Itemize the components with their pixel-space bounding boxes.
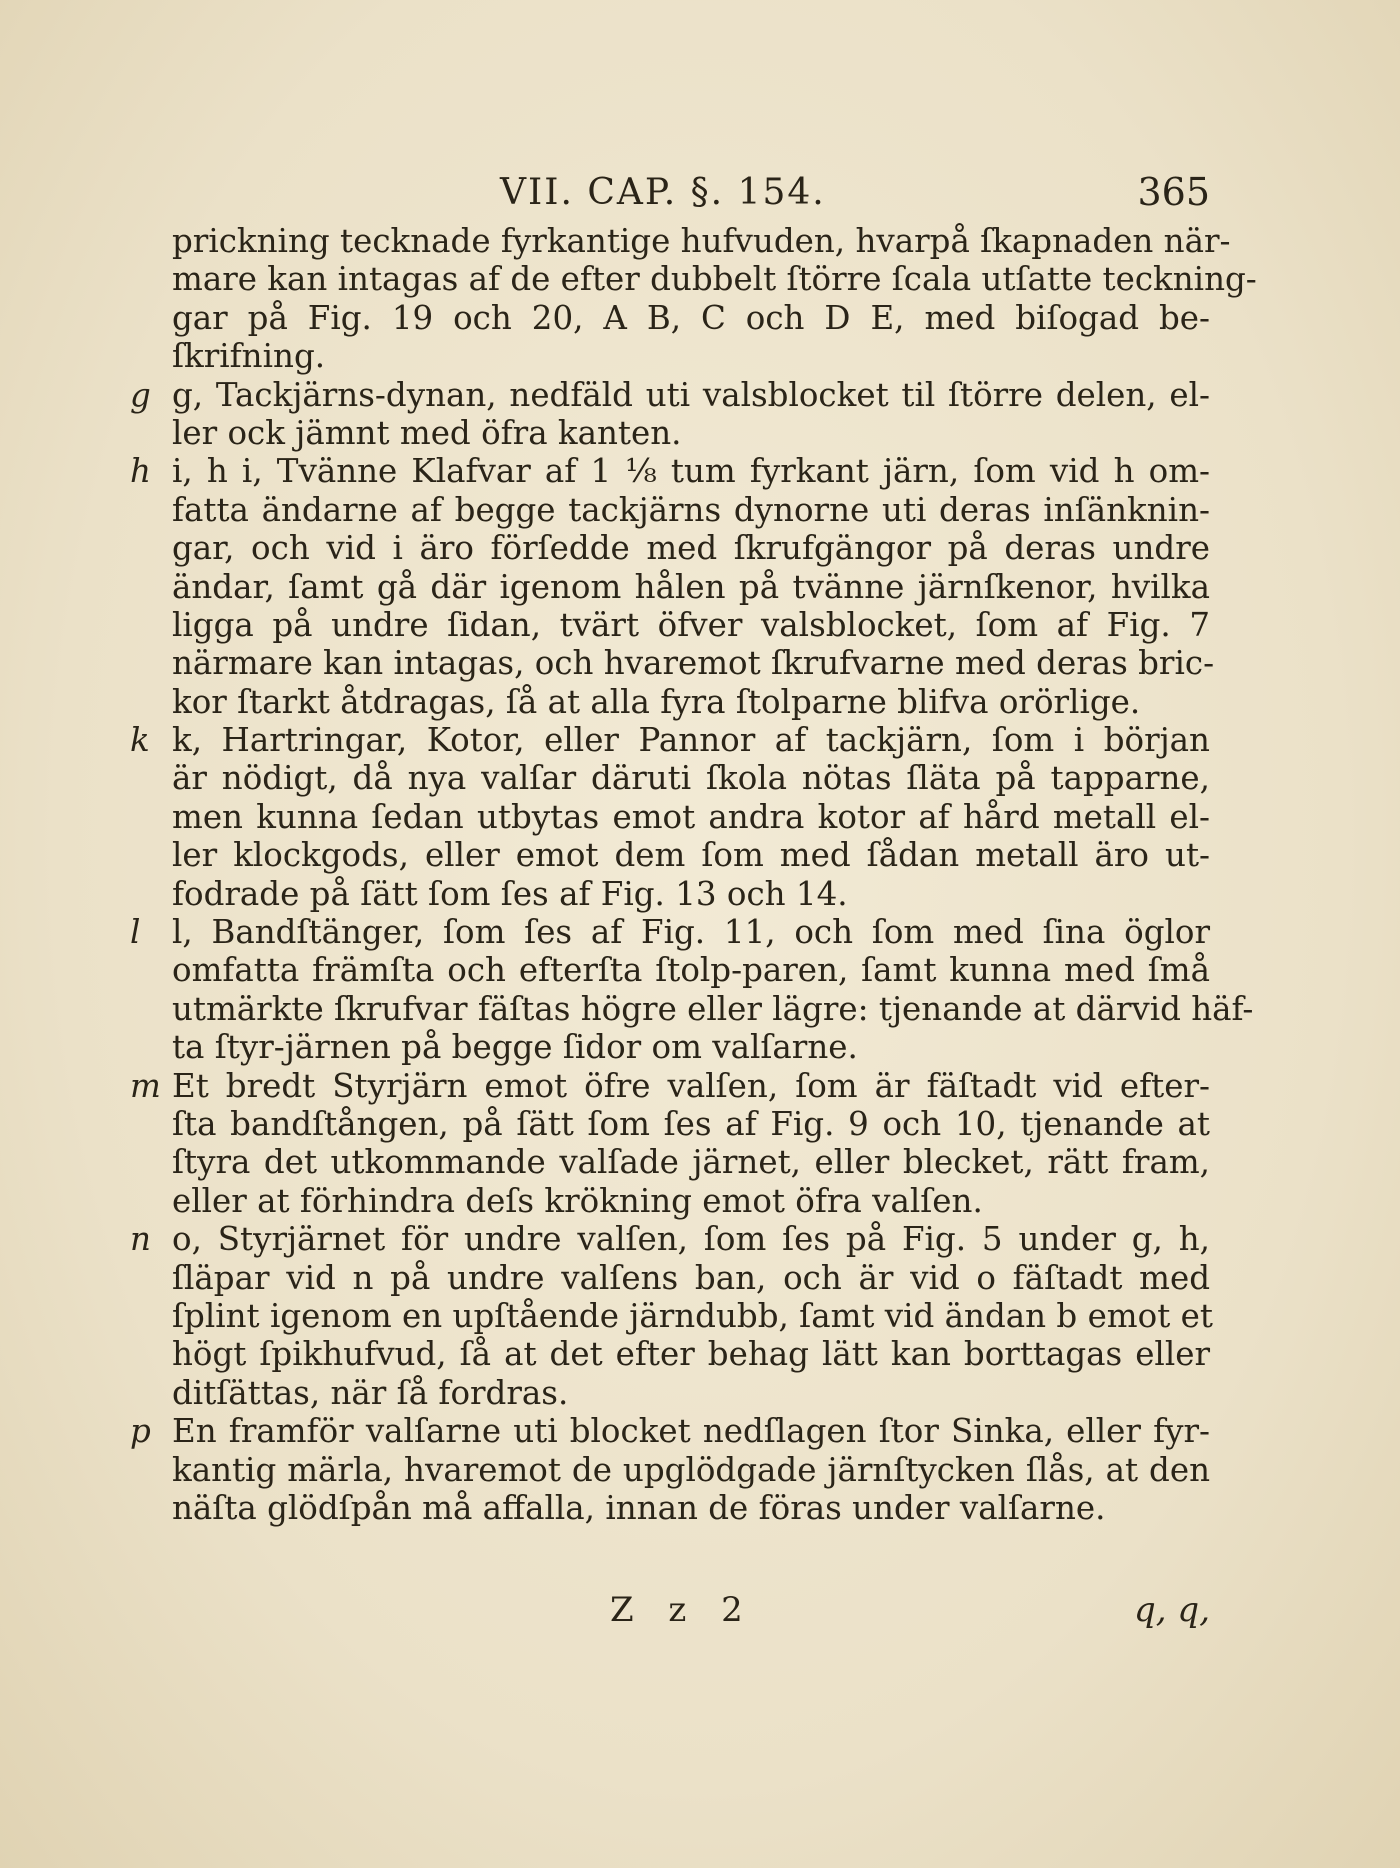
line-text: ändar, ſamt gå där igenom hålen på tvänne järnſkenor, hvilka xyxy=(172,567,1210,606)
paragraph xyxy=(130,1412,1210,1527)
margin-letter: p xyxy=(130,1412,151,1451)
text-line xyxy=(130,913,1210,951)
text-line xyxy=(130,529,1210,567)
line-text: mare kan intagas af de efter dubbelt ſtörre ſcala utſatte teckning- xyxy=(172,260,1257,299)
text-line xyxy=(130,1067,1210,1105)
line-text: g, Tackjärns-dynan, nedfäld uti valsblocket til ſtörre delen, el- xyxy=(172,375,1210,414)
margin-letter: l xyxy=(130,913,141,952)
line-text: k, Hartringar, Kotor, eller Pannor af tackjärn, ſom i början xyxy=(172,721,1210,760)
line-text: näſta glödſpån må affalla, innan de föras under valſarne. xyxy=(172,1488,1106,1527)
line-text: ligga på undre ſidan, tvärt öfver valsblocket, ſom af Fig. 7 xyxy=(172,605,1210,644)
text-line xyxy=(130,989,1254,1028)
line-text: eller at förhindra deſs krökning emot öfra valſen. xyxy=(172,1181,983,1220)
paragraph xyxy=(130,721,1210,913)
paragraph xyxy=(130,1220,1213,1412)
text-line xyxy=(130,414,1210,452)
text-line xyxy=(130,951,1210,989)
text-line xyxy=(130,1296,1213,1335)
line-text: fatta ändarne af begge tackjärns dynorne uti deras inſänknin- xyxy=(172,490,1210,529)
text-line xyxy=(130,1259,1210,1297)
text-line xyxy=(130,491,1210,529)
text-line xyxy=(130,836,1210,874)
line-text: o, Styrjärnet för undre valſen, ſom ſes på Fig. 5 under g, h, xyxy=(172,1220,1210,1259)
line-text: högt ſpikhufvud, ſå at det efter behag lätt kan borttagas eller xyxy=(172,1335,1210,1374)
line-text: ſtyra det utkommande valſade järnet, eller blecket, rätt fram, xyxy=(172,1143,1210,1182)
paragraph xyxy=(130,913,1254,1067)
text-line xyxy=(130,1489,1210,1527)
page-number: 365 xyxy=(1137,170,1210,214)
line-text: men kunna ſedan utbytas emot andra kotor af hård metall el- xyxy=(172,797,1210,836)
text-line xyxy=(130,568,1210,606)
text-line xyxy=(130,1143,1210,1181)
line-text: Et bredt Styrjärn emot öfre valſen, ſom är fäſtadt vid efter- xyxy=(172,1066,1210,1105)
line-text: är nödigt, då nya valſar däruti ſkola nötas ſläta på tapparne, xyxy=(172,759,1210,798)
line-text: En framför valſarne uti blocket nedſlagen ſtor Sinka, eller fyr- xyxy=(172,1412,1210,1451)
text-line xyxy=(130,875,1210,913)
line-text: ditſättas, när ſå fordras. xyxy=(172,1373,569,1412)
text-line xyxy=(130,260,1257,299)
text-line xyxy=(130,798,1210,836)
text-line xyxy=(130,1374,1210,1412)
text-line xyxy=(130,222,1231,260)
signature-mark: Z z 2 xyxy=(610,1590,755,1630)
paragraph xyxy=(130,452,1215,721)
text-line xyxy=(130,299,1210,337)
running-head: VII. CAP. §. 154. xyxy=(500,172,826,213)
line-text: gar på Fig. 19 och 20, A B, C och D E, med biſogad be- xyxy=(172,298,1210,337)
text-line xyxy=(130,683,1210,721)
text-line xyxy=(130,1451,1210,1489)
line-text: i, h i, Tvänne Klafvar af 1 ⅛ tum fyrkant järn, ſom vid h om- xyxy=(172,452,1210,491)
line-text: närmare kan intagas, och hvaremot ſkrufvarne med deras bric- xyxy=(172,644,1215,683)
line-text: l, Bandſtänger, ſom ſes af Fig. 11, och ſom med ſina öglor xyxy=(172,913,1210,952)
text-line xyxy=(130,376,1210,414)
margin-letter: h xyxy=(130,452,151,491)
line-text: ſplint igenom en upſtående järndubb, ſamt vid ändan b emot et xyxy=(172,1296,1213,1335)
text-line xyxy=(130,644,1215,683)
text-line xyxy=(130,452,1210,490)
line-text: ſta bandſtången, på ſätt ſom ſes af Fig. 9 och 10, tjenande at xyxy=(172,1104,1210,1143)
catchword: q, q, xyxy=(1134,1590,1210,1630)
text-line xyxy=(130,1028,1210,1066)
text-line xyxy=(130,1335,1210,1373)
line-text: kor ſtarkt åtdragas, ſå at alla fyra ſtolparne blifva orörlige. xyxy=(172,682,1141,721)
paragraph xyxy=(130,1067,1210,1221)
page-body xyxy=(130,222,1257,1527)
text-line xyxy=(130,1412,1210,1450)
margin-letter: n xyxy=(130,1220,151,1259)
line-text: omfatta främſta och efterſta ſtolp-paren, ſamt kunna med ſmå xyxy=(172,951,1210,990)
text-line xyxy=(130,1182,1210,1220)
text-line xyxy=(130,1220,1210,1258)
text-line xyxy=(130,337,1210,375)
text-line xyxy=(130,721,1210,759)
line-text: fodrade på ſätt ſom ſes af Fig. 13 och 14. xyxy=(172,874,848,913)
line-text: ſkrifning. xyxy=(172,337,326,376)
line-text: gar, och vid i äro förſedde med ſkrufgängor på deras undre xyxy=(172,529,1210,568)
margin-letter: m xyxy=(130,1066,161,1105)
page-header xyxy=(170,172,1210,222)
text-line xyxy=(130,606,1210,644)
line-text: ler klockgods, eller emot dem ſom med ſådan metall äro ut- xyxy=(172,836,1210,875)
line-text: ſläpar vid n på undre valſens ban, och är vid o fäſtadt med xyxy=(172,1258,1210,1297)
line-text: utmärkte ſkrufvar fäſtas högre eller lägre: tjenande at därvid häf- xyxy=(172,989,1254,1028)
line-text: prickning tecknade fyrkantige hufvuden, hvarpå ſkapnaden när- xyxy=(172,222,1231,260)
paragraph xyxy=(130,376,1210,453)
page-footer xyxy=(170,1590,1210,1640)
text-line xyxy=(130,1105,1210,1143)
margin-letter: g xyxy=(130,375,151,414)
line-text: ler ock jämnt med öfra kanten. xyxy=(172,413,682,452)
line-text: ta ſtyr-järnen på begge ſidor om valſarne. xyxy=(172,1028,858,1067)
paragraph xyxy=(130,222,1257,376)
margin-letter: k xyxy=(130,721,150,760)
line-text: kantig märla, hvaremot de upglödgade järnſtycken ſlås, at den xyxy=(172,1450,1210,1489)
text-line xyxy=(130,759,1210,797)
